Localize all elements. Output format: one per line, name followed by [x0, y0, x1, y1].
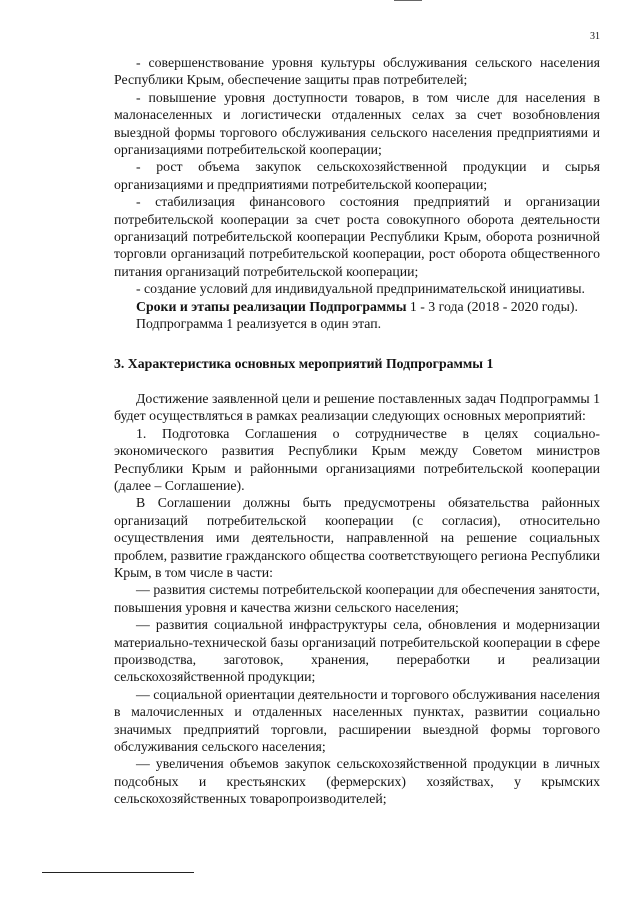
intro-paragraph: Достижение заявленной цели и решение поставленных задач Подпрограммы 1 будет осуществляться в рамках реализации следующих основных мероприятий: [114, 390, 600, 424]
section-heading: 3. Характеристика основных мероприятий Подпрограммы 1 [114, 355, 494, 371]
bullet-availability: - повышение уровня доступности товаров, в том числе для населения в малонаселенных и логистически отдаленных селах за счет возобновления выездной формы торгового обслуживания сельского населения предприятиями и организациями потребительской кооперации; [114, 89, 600, 158]
bullet-purchase-volume: — увеличения объемов закупок сельскохозяйственной продукции в личных подсобных и крестьянских (фермерских) хозяйствах, у крымских сельскохозяйственных товаропроизводителей; [114, 756, 600, 807]
terms-paragraph [114, 298, 600, 315]
page-number: 31 [590, 31, 600, 42]
bullet-culture: - совершенствование уровня культуры обслуживания сельского населения Республики Крым, обеспечение защиты прав потребителей; [114, 55, 600, 88]
top-edge-mark [394, 0, 422, 1]
document-body [114, 54, 600, 808]
bullet-initiative: - создание условий для индивидуальной предпринимательской инициативы. [136, 281, 585, 297]
agreement-obligations: В Соглашении должны быть предусмотрены обязательства районных организаций потребительской кооперации (с согласия), относительно осуществления ими деятельности, направленной на решение социальных проблем, развитие гражданского общества соответствующего региона Республики Крым, в том числе в части: [114, 495, 600, 580]
bullet-social-orientation: — социальной ориентации деятельности и торгового обслуживания населения в малочисленных и отдаленных населенных пунктах, развитии социально значимых предприятий торговли, расширении выездной формы торгового обслуживания сельского населения; [114, 686, 600, 755]
bullet-employment: — развития системы потребительской кооперации для обеспечения занятости, повышения уровня и качества жизни сельского населения; [114, 582, 600, 615]
agreement-item: 1. Подготовка Соглашения о сотрудничестве в целях социально-экономического развития Республики Крым между Советом министров Республики Крым и районными организациями потребительской кооперации (далее – Соглашение). [114, 425, 600, 493]
bullet-infrastructure: — развития социальной инфраструктуры села, обновления и модернизации материально-технической базы организаций потребительской кооперации в сфере производства, заготовок, хранения, переработки и реализации сельскохозяйственной продукции; [114, 617, 600, 685]
bullet-stabilization: - стабилизация финансового состояния предприятий и организации потребительской кооперации за счет роста совокупного оборота деятельности организаций потребительской кооперации Республики Крым, оборота розничной торговли организаций потребительской кооперации, рост оборота общественного питания организаций потребительской кооперации; [114, 194, 600, 279]
footer-rule [42, 872, 194, 873]
terms-text: 1 - 3 года (2018 - 2020 годы). [406, 298, 578, 314]
single-stage-paragraph: Подпрограмма 1 реализуется в один этап. [136, 316, 382, 332]
bullet-procurement: - рост объема закупок сельскохозяйственной продукции и сырья организациями и предприятиями потребительской кооперации; [114, 159, 600, 192]
terms-label: Сроки и этапы реализации Подпрограммы [136, 298, 407, 314]
